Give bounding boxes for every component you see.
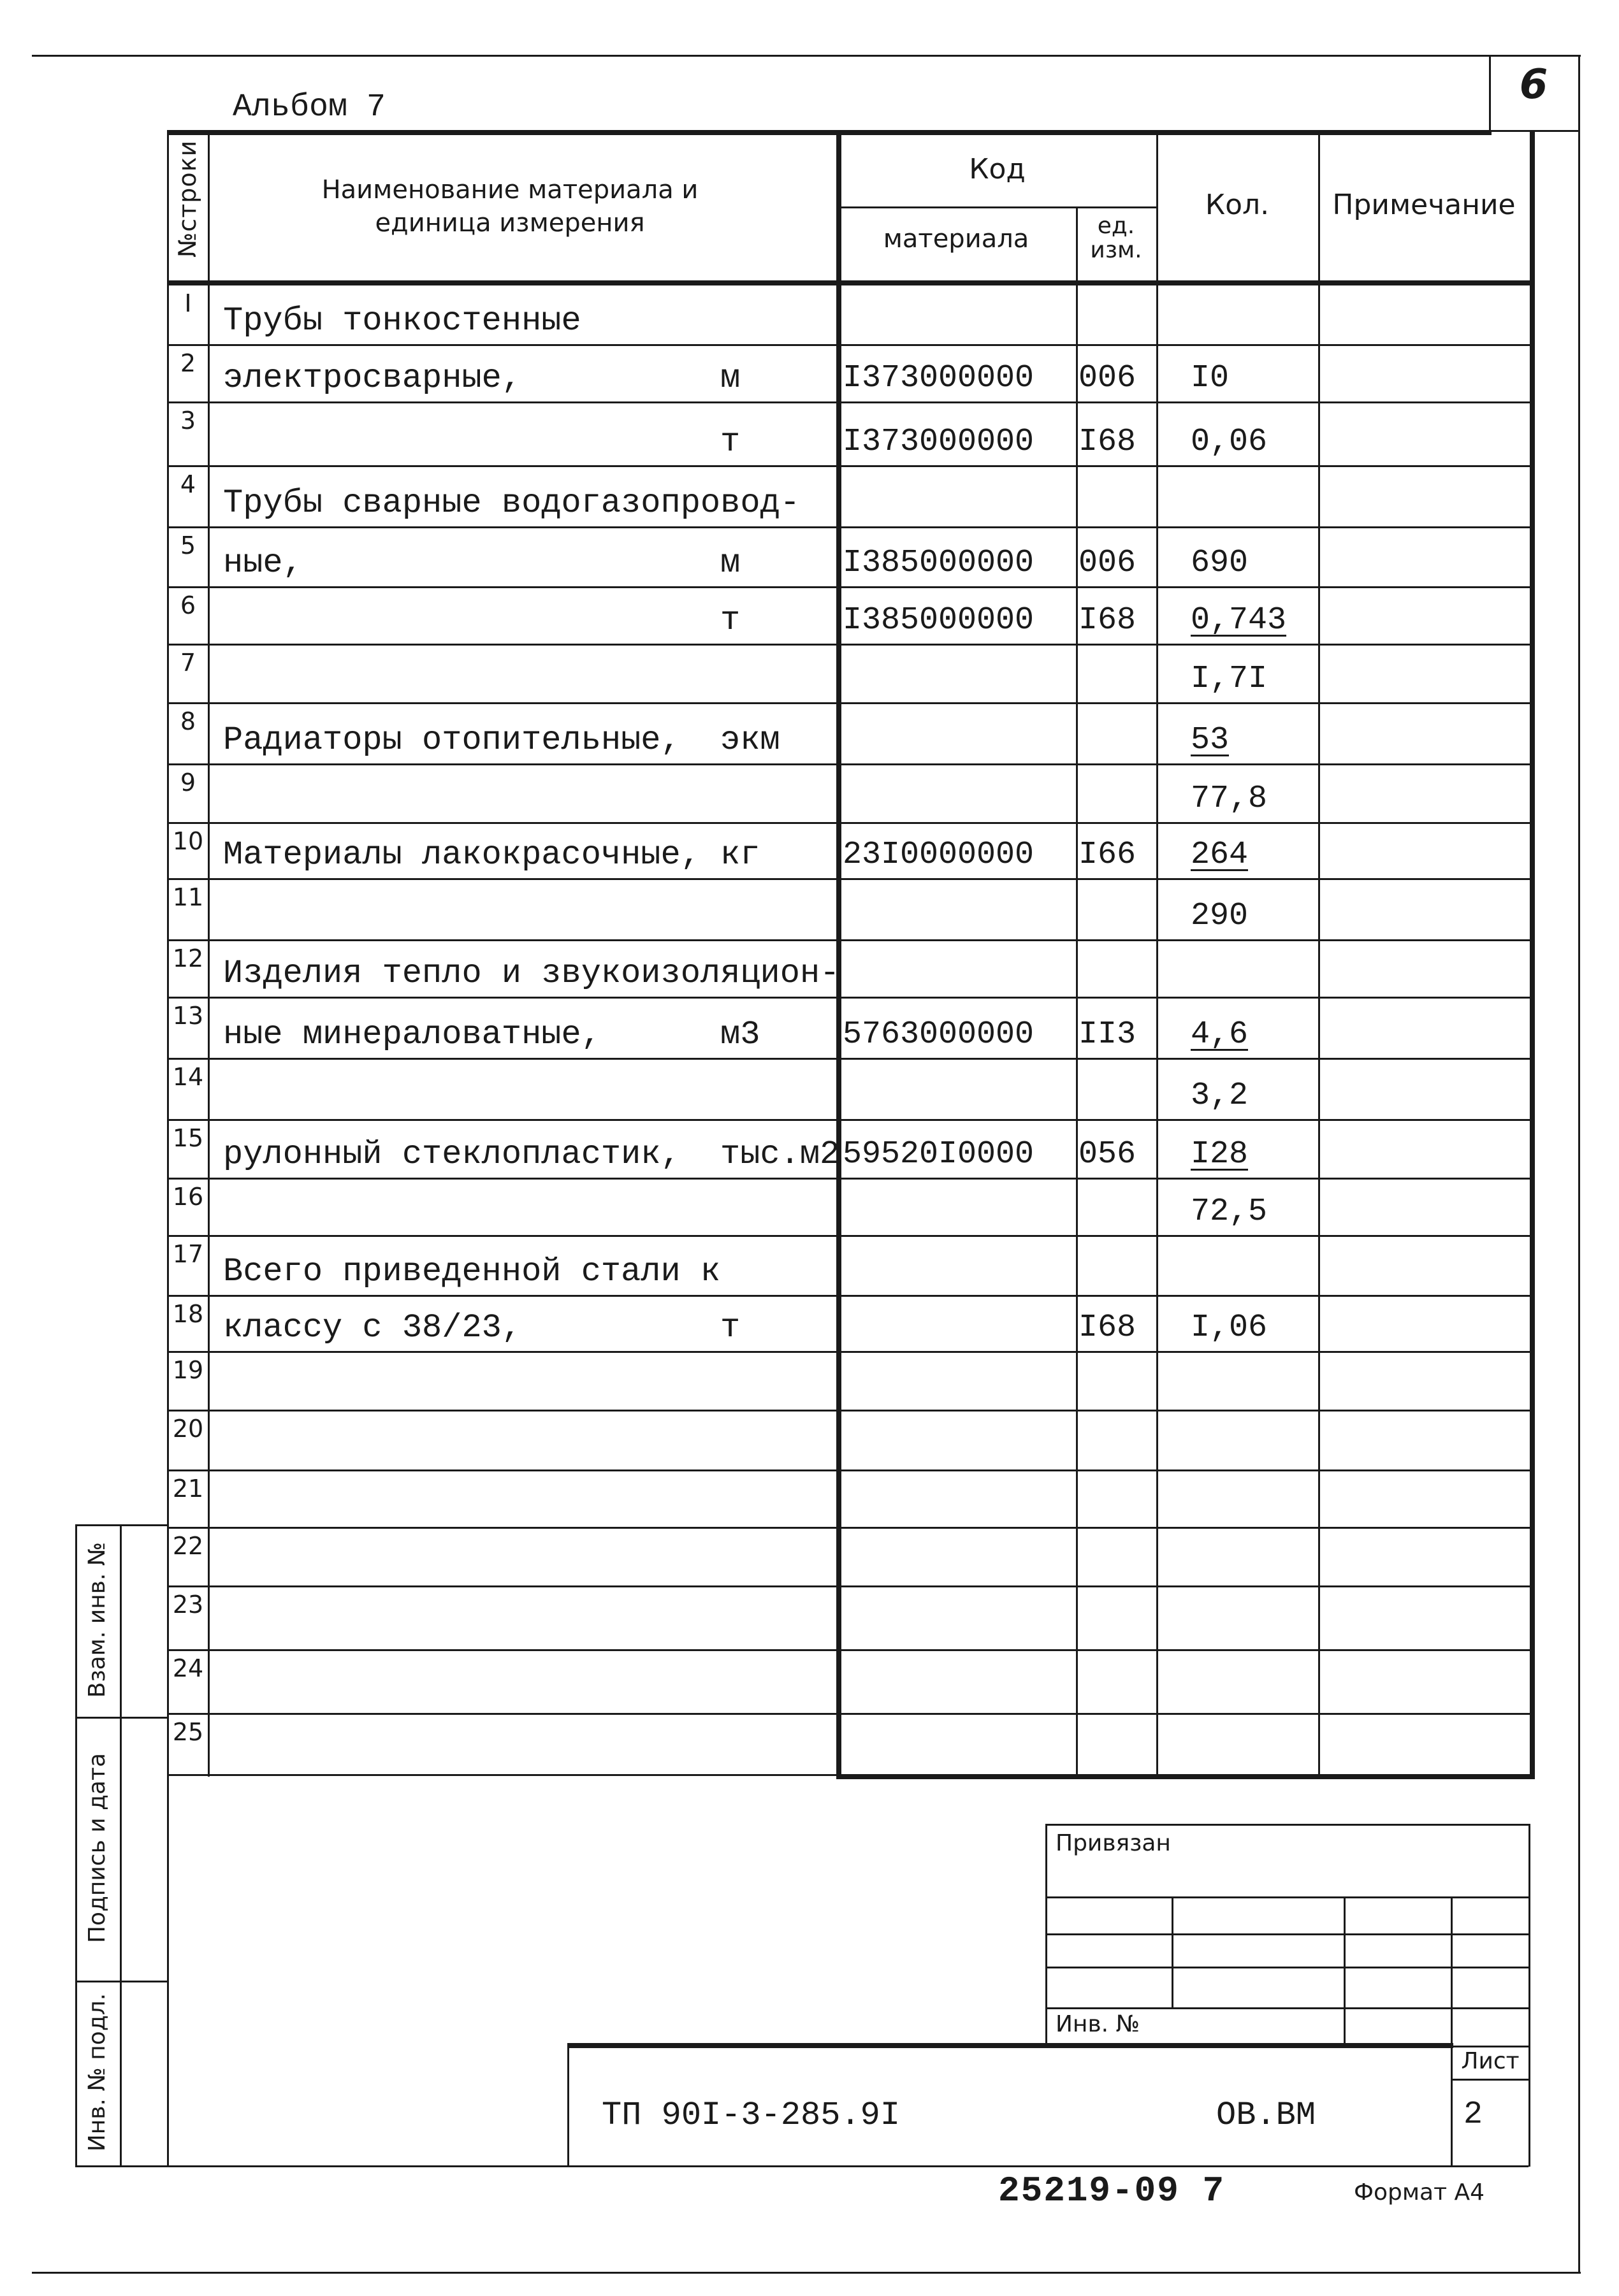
stamp-inner-border xyxy=(120,1524,122,2167)
doc-mark: ОВ.ВМ xyxy=(1216,2097,1316,2134)
doc-code: ТП 90I-3-285.9I xyxy=(602,2097,901,2134)
quantity: 690 xyxy=(1191,545,1249,581)
list-value: 2 xyxy=(1463,2097,1483,2133)
row-number: 5 xyxy=(180,531,196,560)
stamp-vzam-inv: Взам. инв. № xyxy=(84,1541,110,1698)
archive-number: 25219-09 7 xyxy=(998,2170,1226,2211)
row-number: 4 xyxy=(180,470,196,498)
row-separator xyxy=(167,1235,1532,1237)
row-number: 14 xyxy=(172,1063,204,1091)
row-number: 7 xyxy=(180,649,196,677)
material-code: I373000000 xyxy=(843,360,1035,396)
table-body-bottom xyxy=(167,1774,838,1776)
quantity: 53 xyxy=(1191,722,1230,758)
title-right xyxy=(1528,1824,1530,2167)
quantity: 4,6 xyxy=(1191,1016,1249,1053)
privyazan-grid-h1 xyxy=(1045,1896,1530,1898)
header-name: Наименование материала и единица измерения xyxy=(321,175,699,238)
quantity: 72,5 xyxy=(1191,1194,1268,1230)
header-qty: Кол. xyxy=(1205,189,1270,221)
material-name: рулонный стеклопластик, xyxy=(223,1136,681,1173)
row-number: 22 xyxy=(172,1532,204,1560)
quantity: I,7I xyxy=(1191,661,1268,697)
material-code: 5763000000 xyxy=(843,1016,1035,1053)
top-border xyxy=(32,55,1581,57)
list-label-bottom xyxy=(1451,2079,1530,2081)
row-number: 19 xyxy=(172,1356,204,1384)
header-unit: ед. изм. xyxy=(1090,213,1142,263)
quantity: I0 xyxy=(1191,360,1230,396)
row-number: 24 xyxy=(172,1654,204,1682)
row-number: 16 xyxy=(172,1183,204,1211)
row-separator xyxy=(167,1351,1532,1353)
unit-of-measure: т xyxy=(720,423,741,461)
row-separator xyxy=(167,1178,1532,1180)
row-number: 8 xyxy=(180,707,196,735)
unit-of-measure: экм xyxy=(720,721,780,759)
header-code-split xyxy=(836,206,1158,208)
material-name: Материалы лакокрасочные, xyxy=(223,836,701,874)
row-separator xyxy=(167,1119,1532,1121)
header-row-no: №строки xyxy=(173,140,201,258)
material-name: Радиаторы отопительные, xyxy=(223,721,681,759)
row-separator xyxy=(167,702,1532,704)
material-name: ные, xyxy=(223,544,303,582)
privyazan-grid-h3 xyxy=(1045,1967,1530,1968)
row-number: 21 xyxy=(172,1475,204,1503)
col-qty-left xyxy=(1156,130,1158,1777)
unit-code: I66 xyxy=(1078,837,1136,873)
right-border xyxy=(1578,55,1580,2274)
privyazan-grid-h2 xyxy=(1045,1933,1530,1935)
row-separator xyxy=(167,1410,1532,1412)
row-number: 15 xyxy=(172,1124,204,1152)
unit-code: I68 xyxy=(1078,424,1136,460)
row-number: 25 xyxy=(172,1718,204,1746)
unit-code: I68 xyxy=(1078,602,1136,639)
row-separator xyxy=(167,1585,1532,1587)
row-separator xyxy=(167,644,1532,646)
stamp-bottom xyxy=(75,2165,1528,2167)
row-separator xyxy=(167,1649,1532,1651)
row-number: 2 xyxy=(180,349,196,377)
row-separator xyxy=(167,878,1532,880)
row-separator xyxy=(167,344,1532,346)
unit-code: I68 xyxy=(1078,1310,1136,1346)
row-number: I xyxy=(184,289,192,317)
row-separator xyxy=(167,526,1532,528)
row-number: 3 xyxy=(180,407,196,435)
material-name: Изделия тепло и звукоизоляцион- xyxy=(223,955,840,992)
row-number: 11 xyxy=(172,883,204,911)
list-top xyxy=(1451,2046,1530,2047)
material-code: 59520I0000 xyxy=(843,1136,1035,1173)
list-label: Лист xyxy=(1461,2048,1520,2074)
unit-of-measure: м xyxy=(720,359,741,397)
unit-of-measure: т xyxy=(720,1309,741,1347)
row-number: 23 xyxy=(172,1591,204,1619)
stamp-inv-podl: Инв. № подл. xyxy=(84,1993,110,2152)
header-code: Код xyxy=(969,153,1026,185)
title-main-top xyxy=(567,2043,1453,2048)
row-number: 17 xyxy=(172,1240,204,1268)
row-separator xyxy=(167,586,1532,588)
unit-of-measure: тыс.м2 xyxy=(720,1136,840,1173)
row-separator xyxy=(167,1469,1532,1471)
unit-code: 056 xyxy=(1078,1136,1136,1173)
row-number: 13 xyxy=(172,1002,204,1030)
inv-no-label: Инв. № xyxy=(1056,2011,1140,2037)
quantity: 3,2 xyxy=(1191,1078,1249,1114)
privyazan-label: Привязан xyxy=(1056,1830,1171,1856)
unit-code: 006 xyxy=(1078,545,1136,581)
quantity: I28 xyxy=(1191,1136,1249,1173)
quantity: 290 xyxy=(1191,898,1249,934)
privyazan-grid-v2 xyxy=(1344,1896,1346,2046)
unit-of-measure: м xyxy=(720,544,741,582)
sheet-number: 6 xyxy=(1519,61,1548,108)
row-separator xyxy=(167,939,1532,941)
col-note-right xyxy=(1530,130,1535,1777)
material-code: I385000000 xyxy=(843,545,1035,581)
col-unit-left xyxy=(1076,208,1078,1777)
row-separator xyxy=(167,465,1532,467)
header-material: материала xyxy=(883,224,1029,254)
header-note: Примечание xyxy=(1332,189,1516,221)
quantity: 0,06 xyxy=(1191,424,1268,460)
row-separator xyxy=(167,1713,1532,1715)
unit-of-measure: м3 xyxy=(720,1016,760,1053)
col-code-left xyxy=(836,130,841,1777)
row-separator xyxy=(167,822,1532,824)
row-separator xyxy=(167,997,1532,999)
header-bottom xyxy=(167,280,1535,285)
row-number: 9 xyxy=(180,769,196,797)
unit-of-measure: т xyxy=(720,602,741,639)
format-label: Формат А4 xyxy=(1354,2179,1485,2206)
col-note-left xyxy=(1318,130,1320,1777)
material-name: Трубы сварные водогазопровод- xyxy=(223,484,800,522)
row-separator xyxy=(167,763,1532,765)
row-separator xyxy=(167,1058,1532,1060)
table-bottom xyxy=(836,1774,1535,1779)
row-number: 10 xyxy=(172,827,204,855)
row-separator xyxy=(167,401,1532,403)
quantity: I,06 xyxy=(1191,1310,1268,1346)
privyazan-top xyxy=(1045,1824,1530,1826)
material-name: ные минераловатные, xyxy=(223,1016,601,1053)
quantity: 77,8 xyxy=(1191,781,1268,817)
material-code: I385000000 xyxy=(843,602,1035,639)
material-code: 23I0000000 xyxy=(843,837,1035,873)
privyazan-grid-v1 xyxy=(1172,1896,1173,2007)
quantity: 0,743 xyxy=(1191,602,1287,639)
unit-code: 006 xyxy=(1078,360,1136,396)
row-number: 6 xyxy=(180,591,196,619)
row-number: 20 xyxy=(172,1415,204,1443)
material-name: электросварные, xyxy=(223,359,522,397)
quantity: 264 xyxy=(1191,837,1249,873)
material-code: I373000000 xyxy=(843,424,1035,460)
row-separator xyxy=(167,1527,1532,1529)
privyazan-grid-v3 xyxy=(1451,1896,1453,2167)
privyazan-grid-h4 xyxy=(1045,2007,1530,2009)
col-rownum-sep xyxy=(208,130,210,1777)
table-top-border xyxy=(167,130,1492,135)
title-main-left xyxy=(567,2043,569,2167)
unit-code: II3 xyxy=(1078,1016,1136,1053)
material-name: Всего приведенной стали к xyxy=(223,1253,721,1290)
row-number: 18 xyxy=(172,1300,204,1328)
bottom-border xyxy=(32,2272,1581,2274)
material-name: классу с 38/23, xyxy=(223,1309,522,1347)
row-separator xyxy=(167,1295,1532,1297)
row-number: 12 xyxy=(172,944,204,972)
stamp-podpis-data: Подпись и дата xyxy=(84,1752,110,1944)
album-label: Альбом 7 xyxy=(233,89,386,126)
material-name: Трубы тонкостенные xyxy=(223,302,581,340)
unit-of-measure: кг xyxy=(720,836,760,874)
